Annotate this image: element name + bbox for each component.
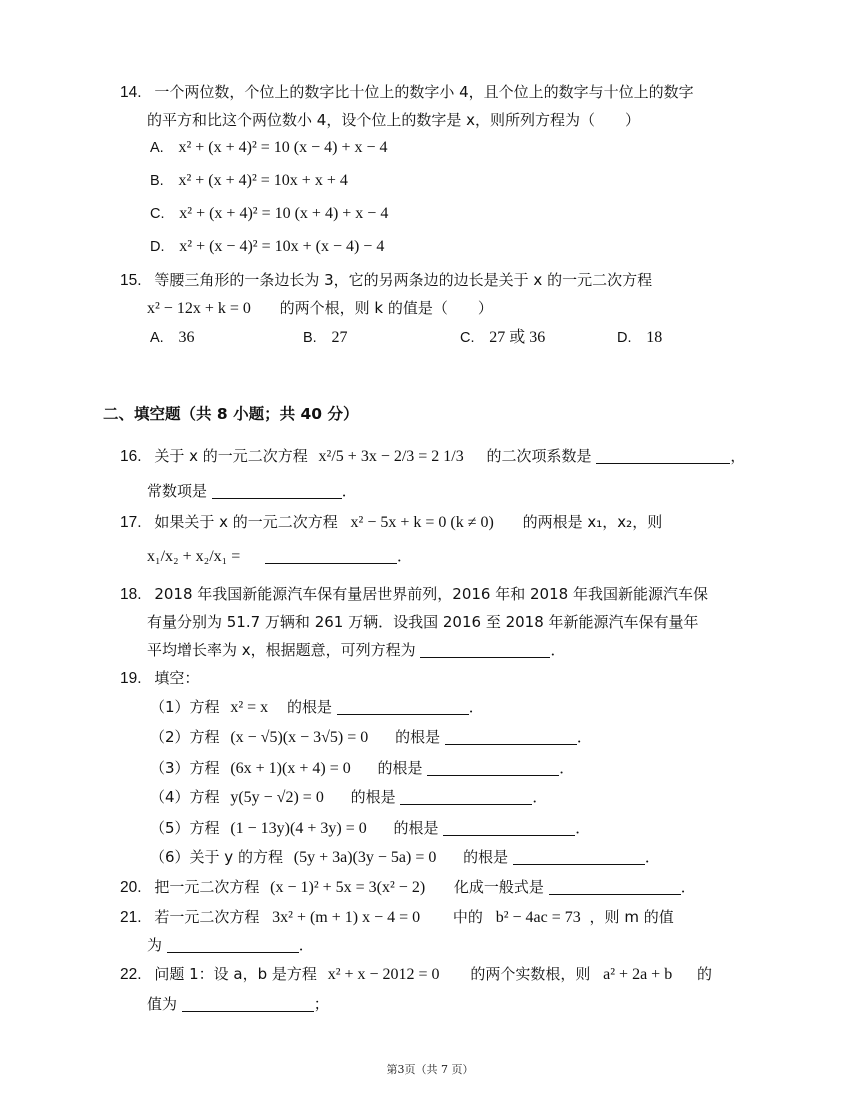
equation: (x − √5)(x − 3√5) = 0 bbox=[230, 729, 369, 746]
option-label: C. bbox=[150, 206, 165, 222]
answer-blank[interactable] bbox=[337, 698, 469, 715]
option-value: 18 bbox=[646, 329, 663, 346]
answer-blank[interactable] bbox=[549, 878, 681, 895]
answer-blank[interactable] bbox=[265, 547, 397, 564]
question-number: 16. bbox=[120, 448, 142, 465]
option-b bbox=[150, 170, 348, 191]
question-number: 17. bbox=[120, 514, 142, 531]
question-text: 等腰三角形的一条边长为 3，它的另两条边的边长是关于 x 的一元二次方程 bbox=[154, 271, 653, 289]
period: ． bbox=[644, 848, 660, 866]
answer-blank[interactable] bbox=[167, 936, 299, 953]
equation: x² + x − 2012 = 0 bbox=[327, 966, 440, 983]
equation: x² − 5x + k = 0 (k ≠ 0) bbox=[350, 514, 494, 531]
q19-item-4 bbox=[150, 787, 547, 808]
answer-blank[interactable] bbox=[212, 482, 342, 499]
question-number: 18. bbox=[120, 586, 142, 603]
question-text: 的二次项系数是 bbox=[486, 447, 592, 465]
option-label: A. bbox=[150, 330, 164, 346]
item-label: （1）方程 bbox=[150, 698, 220, 716]
period: ． bbox=[576, 728, 592, 746]
question-text: 如果关于 x 的一元二次方程 bbox=[154, 513, 338, 531]
option-label: D. bbox=[150, 239, 165, 255]
semicolon: ； bbox=[313, 995, 329, 1013]
question-21 bbox=[120, 907, 674, 928]
question-22-line2 bbox=[147, 994, 329, 1014]
q19-item-1 bbox=[150, 697, 484, 718]
question-text: 的两个实数根，则 bbox=[470, 965, 591, 983]
question-text: 中的 bbox=[452, 908, 483, 926]
question-20 bbox=[120, 877, 696, 898]
question-text: 关于 x 的一元二次方程 bbox=[154, 447, 308, 465]
option-expr: x² + (x − 4)² = 10x + (x − 4) − 4 bbox=[179, 238, 385, 255]
period: ． bbox=[559, 759, 575, 777]
equation: y(5y − √2) = 0 bbox=[230, 789, 324, 806]
answer-blank[interactable] bbox=[445, 728, 577, 745]
equation: 3x² + (m + 1) x − 4 = 0 bbox=[272, 909, 421, 926]
expression: a² + 2a + b bbox=[603, 966, 673, 983]
question-21-line2 bbox=[147, 935, 314, 955]
option-expr: x² + (x + 4)² = 10 (x − 4) + x − 4 bbox=[178, 139, 388, 156]
period: ． bbox=[468, 698, 484, 716]
question-14-line2: 的平方和比这个两位数小 4，设个位上的数字是 x，则所列方程为（ ） bbox=[147, 111, 640, 129]
q19-item-3 bbox=[150, 758, 574, 779]
expression: x₁/x₂ + x₂/x₁ = bbox=[147, 548, 241, 565]
question-text: 的根是 bbox=[393, 819, 439, 837]
question-18 bbox=[120, 584, 708, 605]
question-text: 的根是 bbox=[395, 728, 441, 746]
period: ． bbox=[575, 819, 591, 837]
option-a bbox=[150, 137, 388, 158]
question-17 bbox=[120, 512, 662, 533]
equation: x² − 12x + k = 0 bbox=[147, 300, 251, 317]
comma: ， bbox=[730, 447, 746, 465]
question-text: 的两个根，则 k 的值是（ ） bbox=[279, 299, 493, 317]
question-number: 20. bbox=[120, 879, 142, 896]
option-expr: x² + (x + 4)² = 10 (x + 4) + x − 4 bbox=[179, 205, 389, 222]
question-text: 的根是 bbox=[286, 698, 332, 716]
question-text: 的 bbox=[696, 965, 712, 983]
answer-blank[interactable] bbox=[596, 447, 730, 464]
question-number: 15. bbox=[120, 272, 142, 289]
option-label: C. bbox=[460, 330, 475, 346]
q19-item-2 bbox=[150, 727, 592, 748]
answer-blank[interactable] bbox=[513, 848, 645, 865]
period: ． bbox=[341, 482, 357, 500]
item-label: （2）方程 bbox=[150, 728, 220, 746]
answer-blank[interactable] bbox=[420, 641, 550, 658]
question-text: 的根是 bbox=[463, 848, 509, 866]
answer-blank[interactable] bbox=[427, 759, 559, 776]
q19-item-6 bbox=[150, 847, 660, 868]
item-label: （3）方程 bbox=[150, 759, 220, 777]
item-label: （4）方程 bbox=[150, 788, 220, 806]
equation: (5y + 3a)(3y − 5a) = 0 bbox=[293, 849, 437, 866]
question-16-line2 bbox=[147, 481, 357, 501]
question-text: 平均增长率为 x，根据题意，可列方程为 bbox=[147, 641, 416, 659]
question-19 bbox=[120, 668, 199, 689]
question-18-line2: 有量分别为 51.7 万辆和 261 万辆．设我国 2016 至 2018 年新能源汽车保有量年 bbox=[147, 613, 699, 631]
question-number: 19. bbox=[120, 670, 142, 687]
equation: (1 − 13y)(4 + 3y) = 0 bbox=[230, 820, 367, 837]
question-text: ，则 m 的值 bbox=[589, 908, 674, 926]
answer-blank[interactable] bbox=[443, 819, 575, 836]
question-16 bbox=[120, 446, 745, 467]
option-label: A. bbox=[150, 140, 164, 156]
question-number: 21. bbox=[120, 909, 142, 926]
item-label: （5）方程 bbox=[150, 819, 220, 837]
q15-option-d bbox=[617, 327, 662, 348]
question-text: 填空： bbox=[154, 669, 200, 687]
option-label: D. bbox=[617, 330, 632, 346]
question-text: 常数项是 bbox=[147, 482, 208, 500]
question-text: 若一元二次方程 bbox=[154, 908, 260, 926]
answer-blank[interactable] bbox=[400, 788, 532, 805]
question-15 bbox=[120, 270, 652, 291]
question-text: 的两根是 x₁，x₂，则 bbox=[522, 513, 663, 531]
condition: b² − 4ac = 73 bbox=[495, 909, 581, 926]
question-text: 一个两位数，个位上的数字比十位上的数字小 4，且个位上的数字与十位上的数字 bbox=[154, 83, 694, 101]
answer-blank[interactable] bbox=[182, 995, 314, 1012]
option-d bbox=[150, 236, 384, 257]
question-number: 22. bbox=[120, 966, 142, 983]
question-17-line2 bbox=[147, 546, 412, 567]
question-text: 2018 年我国新能源汽车保有量居世界前列，2016 年和 2018 年我国新能源汽车保 bbox=[154, 585, 708, 603]
question-15-line2 bbox=[147, 298, 493, 319]
question-text: 问题 1：设 a，b 是方程 bbox=[154, 965, 317, 983]
q19-item-5 bbox=[150, 818, 590, 839]
item-label: （6）关于 y 的方程 bbox=[150, 848, 283, 866]
period: ． bbox=[532, 788, 548, 806]
q15-option-a bbox=[150, 327, 194, 348]
period: ． bbox=[550, 641, 566, 659]
question-text: 的根是 bbox=[377, 759, 423, 777]
equation: x² = x bbox=[230, 699, 269, 716]
question-text: 值为 bbox=[147, 995, 178, 1013]
option-value: 36 bbox=[178, 329, 195, 346]
q15-option-c bbox=[460, 327, 545, 348]
option-expr: x² + (x + 4)² = 10x + x + 4 bbox=[178, 172, 348, 189]
q15-option-b bbox=[303, 327, 347, 348]
question-14 bbox=[120, 82, 694, 103]
period: ． bbox=[298, 936, 314, 954]
equation: (x − 1)² + 5x = 3(x² − 2) bbox=[270, 879, 426, 896]
question-18-line3 bbox=[147, 640, 565, 660]
question-text: 把一元二次方程 bbox=[154, 878, 260, 896]
period: ． bbox=[680, 878, 696, 896]
question-text: 化成一般式是 bbox=[453, 878, 544, 896]
section-heading: 二、填空题（共 8 小题；共 40 分） bbox=[103, 405, 359, 423]
option-label: B. bbox=[303, 330, 317, 346]
question-number: 14. bbox=[120, 84, 142, 101]
equation: x²/5 + 3x − 2/3 = 2 1/3 bbox=[318, 448, 464, 465]
period: ． bbox=[397, 547, 413, 565]
equation: (6x + 1)(x + 4) = 0 bbox=[230, 760, 351, 777]
question-text: 为 bbox=[147, 936, 163, 954]
option-c bbox=[150, 203, 388, 224]
option-value: 27 bbox=[331, 329, 348, 346]
page-footer: 第3页（共 7 页） bbox=[386, 1063, 474, 1076]
option-value: 27 或 36 bbox=[489, 329, 546, 346]
option-label: B. bbox=[150, 173, 164, 189]
question-22 bbox=[120, 964, 712, 985]
question-text: 的根是 bbox=[350, 788, 396, 806]
